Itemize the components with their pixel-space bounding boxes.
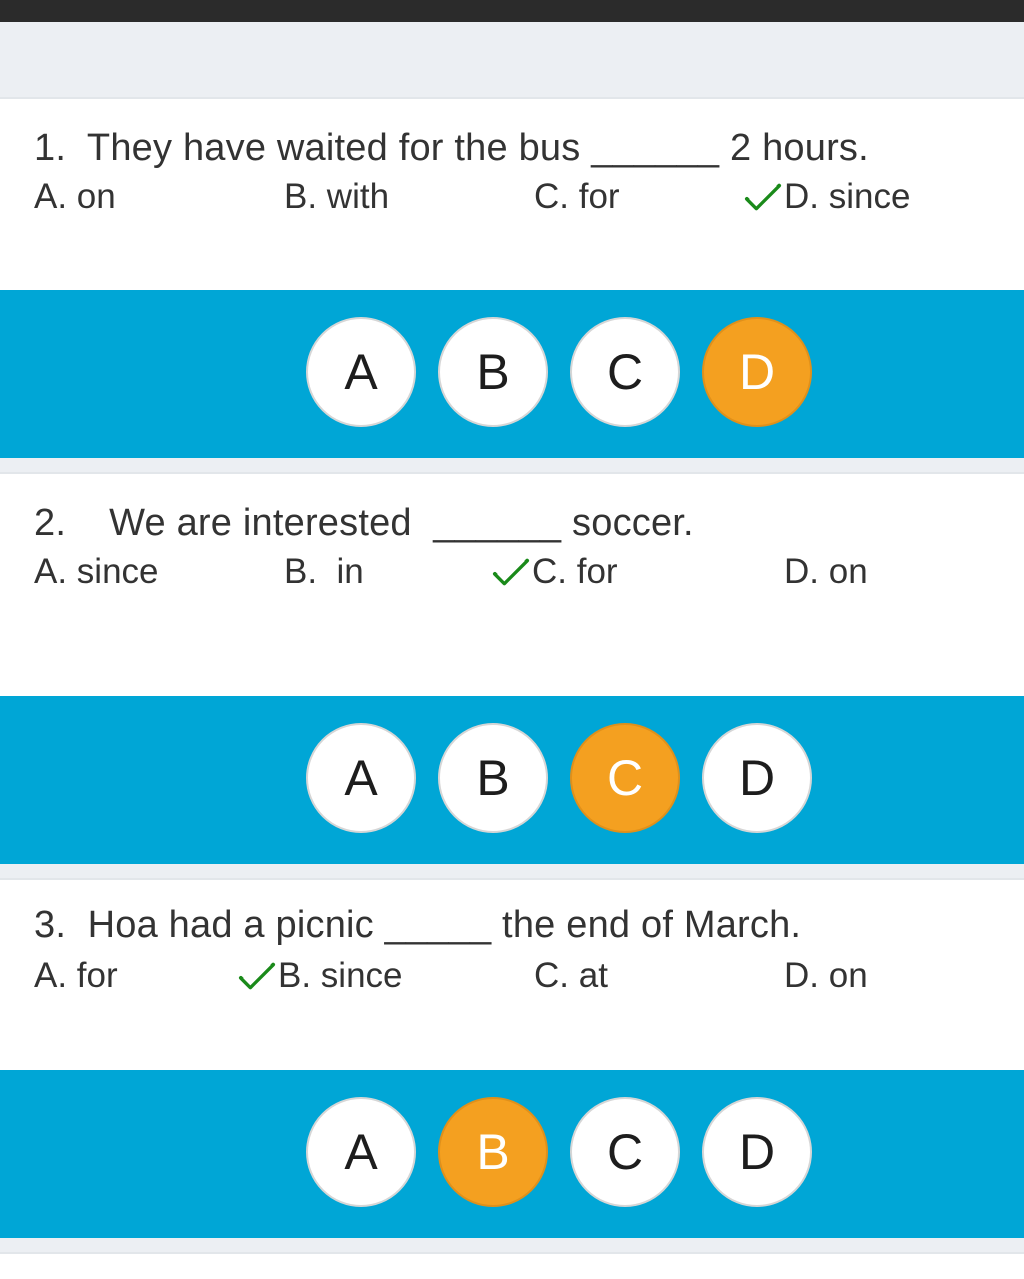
options-row [0,956,1024,1002]
options-row [0,177,1024,223]
option-label: A. for [34,956,118,995]
option-label: B. in [284,552,364,591]
option-label: D. on [784,552,868,591]
answer-bar-2 [0,696,1024,864]
options-row [0,552,1024,598]
question-text: 3. Hoa had a picnic _____ the end of March. [34,904,802,946]
option-label: C. at [534,956,608,995]
option-d [784,552,868,592]
answer-bar-3 [0,1070,1024,1238]
answer-button-b[interactable]: B [438,317,548,427]
question-card-1 [0,97,1024,290]
answer-button-c[interactable]: C [570,317,680,427]
option-label: B. with [284,177,390,216]
option-label: A. on [34,177,116,216]
answer-button-d[interactable]: D [702,1097,812,1207]
answer-button-d[interactable]: D [702,723,812,833]
answer-button-c[interactable]: C [570,723,680,833]
option-a [34,956,118,996]
option-a [34,177,116,217]
check-icon [744,182,782,212]
answer-button-d[interactable]: D [702,317,812,427]
question-text: 1. They have waited for the bus ______ 2 hours. [34,127,869,169]
option-c [534,956,608,996]
answer-bar-1 [0,290,1024,458]
check-icon [492,557,530,587]
option-b [284,552,364,592]
option-label: C. for [532,552,618,591]
option-label: D. on [784,956,868,995]
option-label: B. since [278,956,403,995]
answer-button-a[interactable]: A [306,1097,416,1207]
option-a [34,552,159,592]
option-d [784,956,868,996]
question-card-3 [0,878,1024,1070]
answer-button-c[interactable]: C [570,1097,680,1207]
question-card-4 [0,1252,1024,1279]
check-icon [238,961,276,991]
option-label: A. since [34,552,159,591]
answer-button-b[interactable]: B [438,723,548,833]
option-c [492,552,618,592]
option-b [238,956,403,996]
answer-button-a[interactable]: A [306,723,416,833]
option-label: C. for [534,177,620,216]
question-text: 2. We are interested ______ soccer. [34,502,694,544]
option-c [534,177,620,217]
option-b [284,177,389,217]
status-bar [0,0,1024,22]
answer-button-b[interactable]: B [438,1097,548,1207]
option-label: D. since [784,177,911,216]
answer-button-a[interactable]: A [306,317,416,427]
question-card-2 [0,472,1024,696]
option-d [744,177,910,217]
